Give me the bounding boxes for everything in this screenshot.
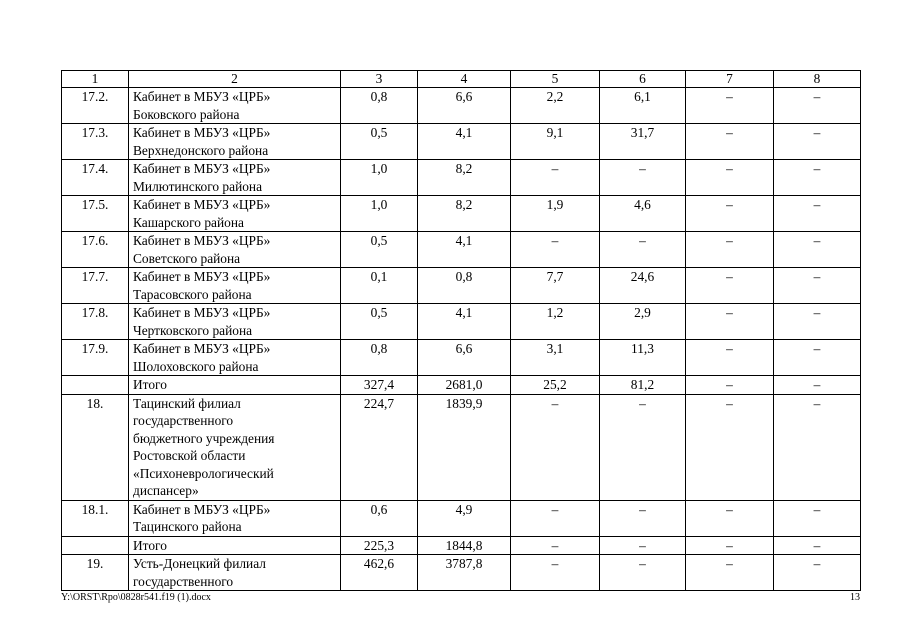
- row-value-cell: 31,7: [600, 124, 686, 160]
- row-value-cell: 9,1: [511, 124, 600, 160]
- row-value-cell: 81,2: [600, 376, 686, 395]
- row-value-cell: –: [686, 394, 774, 500]
- row-value-cell: –: [600, 160, 686, 196]
- row-value-cell: –: [774, 232, 861, 268]
- row-value-cell: –: [774, 196, 861, 232]
- row-value-cell: –: [774, 555, 861, 591]
- row-name-cell: Кабинет в МБУЗ «ЦРБ» Кашарского района: [129, 196, 341, 232]
- table-row: [62, 268, 861, 304]
- row-value-cell: 0,8: [341, 88, 418, 124]
- row-value-cell: –: [686, 555, 774, 591]
- row-value-cell: –: [686, 160, 774, 196]
- row-number-cell: 17.6.: [62, 232, 129, 268]
- row-name-cell: Кабинет в МБУЗ «ЦРБ» Шолоховского района: [129, 340, 341, 376]
- row-value-cell: –: [774, 304, 861, 340]
- row-value-cell: 4,1: [418, 232, 511, 268]
- row-value-cell: –: [686, 536, 774, 555]
- row-value-cell: –: [774, 124, 861, 160]
- table-row: [62, 500, 861, 536]
- row-value-cell: –: [686, 88, 774, 124]
- row-value-cell: 0,6: [341, 500, 418, 536]
- row-name-cell: Кабинет в МБУЗ «ЦРБ» Чертковского района: [129, 304, 341, 340]
- row-value-cell: –: [686, 304, 774, 340]
- table-row: [62, 124, 861, 160]
- header-cell: 2: [129, 71, 341, 88]
- row-number-cell: 19.: [62, 555, 129, 591]
- table-row: [62, 160, 861, 196]
- row-value-cell: –: [774, 536, 861, 555]
- row-value-cell: 11,3: [600, 340, 686, 376]
- row-value-cell: –: [511, 536, 600, 555]
- row-value-cell: –: [686, 268, 774, 304]
- row-value-cell: –: [774, 500, 861, 536]
- row-value-cell: 7,7: [511, 268, 600, 304]
- row-value-cell: –: [686, 376, 774, 395]
- row-value-cell: 6,6: [418, 340, 511, 376]
- row-value-cell: –: [600, 394, 686, 500]
- row-number-cell: 18.1.: [62, 500, 129, 536]
- row-value-cell: 2681,0: [418, 376, 511, 395]
- row-value-cell: 8,2: [418, 160, 511, 196]
- row-value-cell: 2,9: [600, 304, 686, 340]
- row-name-cell: Кабинет в МБУЗ «ЦРБ» Милютинского района: [129, 160, 341, 196]
- table-row: [62, 536, 861, 555]
- row-value-cell: 24,6: [600, 268, 686, 304]
- header-cell: 7: [686, 71, 774, 88]
- row-number-cell: [62, 536, 129, 555]
- data-table: [61, 70, 861, 591]
- table-row: [62, 304, 861, 340]
- row-name-cell: Кабинет в МБУЗ «ЦРБ» Советского района: [129, 232, 341, 268]
- row-number-cell: 17.2.: [62, 88, 129, 124]
- row-value-cell: –: [774, 160, 861, 196]
- row-value-cell: –: [774, 376, 861, 395]
- row-value-cell: –: [774, 88, 861, 124]
- row-value-cell: –: [686, 124, 774, 160]
- row-value-cell: 1844,8: [418, 536, 511, 555]
- row-number-cell: 17.3.: [62, 124, 129, 160]
- row-number-cell: 17.7.: [62, 268, 129, 304]
- row-value-cell: 2,2: [511, 88, 600, 124]
- row-value-cell: 327,4: [341, 376, 418, 395]
- row-name-cell: Тацинский филиал государственного бюджетного учреждения Ростовской области «Психоневрологический диспансер»: [129, 394, 341, 500]
- row-value-cell: –: [511, 232, 600, 268]
- row-value-cell: 6,6: [418, 88, 511, 124]
- row-value-cell: 4,1: [418, 304, 511, 340]
- row-value-cell: –: [600, 232, 686, 268]
- row-value-cell: –: [774, 394, 861, 500]
- row-value-cell: 0,8: [418, 268, 511, 304]
- row-number-cell: 17.4.: [62, 160, 129, 196]
- row-value-cell: –: [686, 196, 774, 232]
- row-name-cell: Итого: [129, 536, 341, 555]
- row-value-cell: –: [686, 232, 774, 268]
- table-row: [62, 394, 861, 500]
- row-value-cell: 1,0: [341, 160, 418, 196]
- header-cell: 4: [418, 71, 511, 88]
- table-body: [62, 71, 861, 591]
- table-header-row: [62, 71, 861, 88]
- row-value-cell: 1,9: [511, 196, 600, 232]
- row-value-cell: –: [511, 160, 600, 196]
- row-value-cell: 462,6: [341, 555, 418, 591]
- table-row: [62, 555, 861, 591]
- row-value-cell: 224,7: [341, 394, 418, 500]
- row-value-cell: 1,0: [341, 196, 418, 232]
- footer-file-path: Y:\ORST\Rpo\0828r541.f19 (1).docx: [61, 592, 211, 603]
- row-value-cell: –: [600, 500, 686, 536]
- table-row: [62, 340, 861, 376]
- row-value-cell: 3787,8: [418, 555, 511, 591]
- row-name-cell: Итого: [129, 376, 341, 395]
- row-value-cell: 6,1: [600, 88, 686, 124]
- row-value-cell: 4,1: [418, 124, 511, 160]
- header-cell: 1: [62, 71, 129, 88]
- table-row: [62, 88, 861, 124]
- header-cell: 5: [511, 71, 600, 88]
- row-name-cell: Кабинет в МБУЗ «ЦРБ» Боковского района: [129, 88, 341, 124]
- row-value-cell: –: [600, 555, 686, 591]
- row-value-cell: –: [511, 500, 600, 536]
- header-cell: 8: [774, 71, 861, 88]
- row-value-cell: –: [686, 340, 774, 376]
- row-number-cell: 17.5.: [62, 196, 129, 232]
- row-number-cell: 18.: [62, 394, 129, 500]
- row-value-cell: 25,2: [511, 376, 600, 395]
- row-value-cell: 4,9: [418, 500, 511, 536]
- row-value-cell: 8,2: [418, 196, 511, 232]
- row-value-cell: –: [600, 536, 686, 555]
- row-value-cell: 3,1: [511, 340, 600, 376]
- row-value-cell: –: [511, 394, 600, 500]
- row-name-cell: Кабинет в МБУЗ «ЦРБ» Верхнедонского района: [129, 124, 341, 160]
- row-value-cell: 0,1: [341, 268, 418, 304]
- header-cell: 3: [341, 71, 418, 88]
- row-value-cell: –: [774, 340, 861, 376]
- row-value-cell: –: [686, 500, 774, 536]
- row-value-cell: 0,5: [341, 232, 418, 268]
- row-value-cell: 4,6: [600, 196, 686, 232]
- page-number: 13: [850, 592, 860, 603]
- row-value-cell: 0,5: [341, 304, 418, 340]
- row-value-cell: –: [511, 555, 600, 591]
- table-row: [62, 196, 861, 232]
- row-name-cell: Кабинет в МБУЗ «ЦРБ» Тарасовского района: [129, 268, 341, 304]
- row-number-cell: 17.8.: [62, 304, 129, 340]
- row-name-cell: Усть-Донецкий филиал государственного: [129, 555, 341, 591]
- table-row: [62, 232, 861, 268]
- row-value-cell: 225,3: [341, 536, 418, 555]
- row-name-cell: Кабинет в МБУЗ «ЦРБ» Тацинского района: [129, 500, 341, 536]
- row-value-cell: 0,8: [341, 340, 418, 376]
- row-number-cell: [62, 376, 129, 395]
- row-value-cell: 0,5: [341, 124, 418, 160]
- header-cell: 6: [600, 71, 686, 88]
- row-value-cell: –: [774, 268, 861, 304]
- row-number-cell: 17.9.: [62, 340, 129, 376]
- row-value-cell: 1,2: [511, 304, 600, 340]
- table-row: [62, 376, 861, 395]
- row-value-cell: 1839,9: [418, 394, 511, 500]
